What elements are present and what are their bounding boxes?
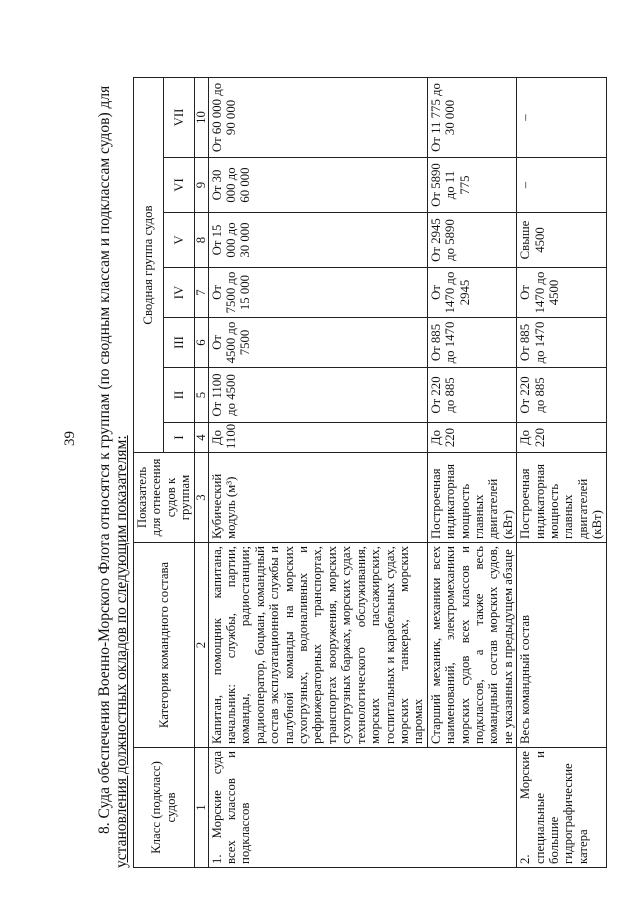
row-value-group-7: От 60 000 до 90 000: [208, 77, 427, 157]
index-cell: 5: [194, 368, 208, 423]
row-value-group-6: –: [517, 158, 606, 213]
row-value-group-7: –: [517, 77, 606, 157]
header-category: Категория командного состава: [134, 543, 195, 748]
row-value-group-4: От 7500 до 15 000: [208, 268, 427, 318]
column-index-row: [194, 77, 208, 867]
row-value-group-1: До 220: [517, 423, 606, 453]
row-value-group-1: До 1100: [208, 423, 427, 453]
row-value-group-4: От 1470 до 4500: [517, 268, 606, 318]
header-group-6: VI: [164, 158, 194, 213]
heading-line-1: 8. Суда обеспечения Военно-Морского Флота относятся к группам (по сводным классам и подклассам судов) для: [96, 85, 113, 834]
row-category: Весь командный состав: [517, 543, 606, 748]
header-indicator: Показатель для отнесения судов к группам: [134, 453, 195, 543]
index-cell: 2: [194, 543, 208, 748]
row-value-group-6: От 30 000 до 60 000: [208, 158, 427, 213]
index-cell: 7: [194, 268, 208, 318]
rotated-page-content: [96, 78, 605, 868]
header-group-7: VII: [164, 77, 194, 157]
index-cell: 10: [194, 77, 208, 157]
table-row: [517, 77, 606, 867]
header-class: Класс (подкласс) судов: [134, 748, 195, 868]
row-value-group-3: От 4500 до 7500: [208, 318, 427, 368]
header-group-3: III: [164, 318, 194, 368]
index-cell: 3: [194, 453, 208, 543]
row-indicator: Кубический модуль (м³): [208, 453, 427, 543]
header-group-2: II: [164, 368, 194, 423]
row-value-group-3: От 885 до 1470: [427, 318, 516, 368]
index-cell: 1: [194, 748, 208, 868]
row-value-group-4: От 1470 до 2945: [427, 268, 516, 318]
header-group-5: V: [164, 213, 194, 268]
section-heading: [96, 78, 130, 868]
row-value-group-2: От 220 до 885: [427, 368, 516, 423]
row-value-group-3: От 885 до 1470: [517, 318, 606, 368]
header-group-4: IV: [164, 268, 194, 318]
row-category: Старший механик, механики всех наименований, электромеханики морских судов всех классов и подклассов, а также весь командный состав морских судов, не указанных в предыдущем абзаце: [427, 543, 516, 748]
row-value-group-2: От 220 до 885: [517, 368, 606, 423]
row-class: 1. Морские суда всех классов и подклассов: [208, 748, 517, 868]
index-cell: 4: [194, 423, 208, 453]
row-category: Капитан, помощник капитана, начальник: службы, партии, команды, радиостанции; радиооператор, боцман, командный состав эксплуатационной службы и палубной команды на морских сухогрузных, водоналивных и рефрижераторных транспортах, транспортах вооружения, морских сухогрузных баржах, морских судах технологического обслуживания, морских пассажирских, госпитальных и карабельных судах, морских танкерах, морских паромах: [208, 543, 427, 748]
header-summary-group: Сводная группа судов: [134, 77, 164, 452]
table-row: [208, 77, 427, 867]
ship-groups-table: [133, 77, 607, 868]
row-indicator: Построечная индикаторная мощность главных двигателей (кВт): [427, 453, 516, 543]
index-cell: 8: [194, 213, 208, 268]
index-cell: 6: [194, 318, 208, 368]
row-indicator: Построечная индикаторная мощность главных двигателей (кВт): [517, 453, 606, 543]
row-class: 2. Морские специальные и большие гидрографические катера: [517, 748, 606, 868]
page-number: 39: [62, 431, 78, 446]
row-value-group-2: От 1100 до 4500: [208, 368, 427, 423]
heading-line-2: установления должностных окладов по следующим показателям:: [113, 435, 130, 868]
row-value-group-6: От 5890 до 11 775: [427, 158, 516, 213]
header-group-1: I: [164, 423, 194, 453]
row-value-group-1: До 220: [427, 423, 516, 453]
index-cell: 9: [194, 158, 208, 213]
row-value-group-5: От 15 000 до 30 000: [208, 213, 427, 268]
row-value-group-5: Свыше 4500: [517, 213, 606, 268]
row-value-group-7: От 11 775 до 30 000: [427, 77, 516, 157]
row-value-group-5: От 2945 до 5890: [427, 213, 516, 268]
